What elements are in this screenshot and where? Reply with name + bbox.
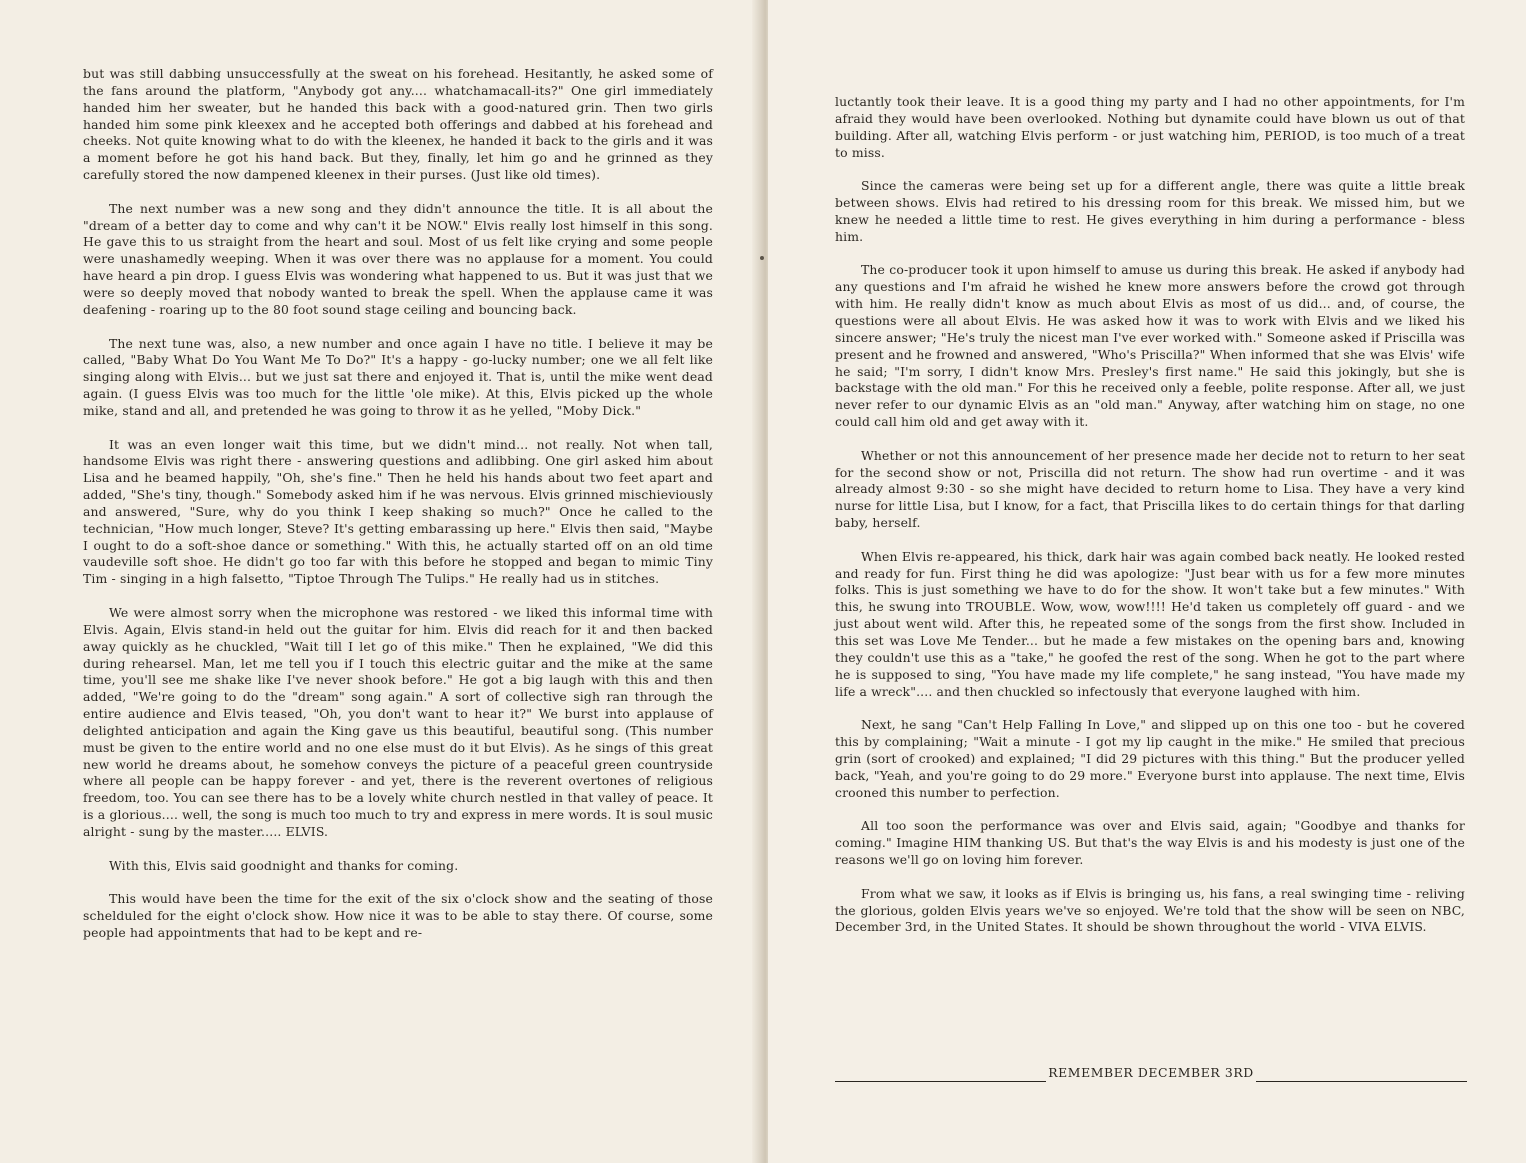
paragraph: When Elvis re-appeared, his thick, dark hair was again combed back neatly. He looked rested and ready for fun. First thing he did was apologize: "Just bear with us for a few more minutes folks. This is just something we have to do for the show. It won't take but a few minutes." With this, he swung into TROUBLE. Wow, wow, wow!!!! He'd taken us completely off guard - and we just about went wild. After this, he repeated some of the songs from the first show. Included in this set was Love Me Tender... but he made a few mistakes on the opening bars and, knowing they couldn't use this as a "take," he goofed the rest of the song. When he got to the part where he is supposed to sing, "You have made my life complete," he sang instead, "You have made my life a wreck".... and then chuckled so infectously that everyone laughed with him. (835, 548, 1465, 699)
paragraph: Since the cameras were being set up for a different angle, there was quite a little break between shows. Elvis had retired to his dressing room for this break. We missed him, but we knew he needed a little time to rest. He gives everything in him during a performance - bless him. (835, 178, 1465, 244)
paragraph: This would have been the time for the exit of the six o'clock show and the seating of those schelduled for the eight o'clock show. How nice it was to be able to stay there. Of course, some people had appointments that had to be kept and re- (83, 891, 713, 941)
paragraph: All too soon the performance was over and Elvis said, again; "Goodbye and thanks for coming." Imagine HIM thanking US. But that's the way Elvis is and his modesty is just one of the reasons we'll go on loving him forever. (835, 818, 1465, 867)
paragraph: With this, Elvis said goodnight and thanks for coming. (109, 857, 459, 873)
paragraph: The next tune was, also, a new number and once again I have no title. I believe it may be called, "Baby What Do You Want Me To Do?" It's a happy - go-lucky number; one we all felt like singing along with Elvis... but we just sat there and enjoyed it. That is, until the mike went dead again. (I guess Elvis was too much for the little 'ole mike). At this, Elvis picked up the whole mike, stand and all, and pretended he was going to throw it as he yelled, "Moby Dick." (83, 335, 713, 418)
footer-banner (835, 1060, 1467, 1082)
left-page (0, 0, 762, 1163)
footer-rule-left (835, 1063, 1046, 1082)
paragraph: but was still dabbing unsuccessfully at the sweat on his forehead. Hesitantly, he asked some of the fans around the platform, "Anybody got any.... whatchamacall-its?" One girl immediately handed him her sweater, but he handed this back with a good-natured grin. Then two girls handed him some pink kleexex and he accepted both offerings and dabbed at his forehead and cheeks. Not quite knowing what to do with the kleenex, he handed it back to the girls and it was a moment before he got his hand back. But they, finally, let him go and he grinned as they carefully stored the now dampened kleenex in their purses. (Just like old times). (83, 66, 713, 183)
paragraph: The next number was a new song and they didn't announce the title. It is all about the "dream of a better day to come and why can't it be NOW." Elvis really lost himself in this song. He gave this to us straight from the heart and soul. Most of us felt like crying and some people were unashamedly weeping. When it was over there was no applause for a moment. You could have heard a pin drop. I guess Elvis was wondering what happened to us. But it was just that we were so deeply moved that nobody wanted to break the spell. When the applause came it was deafening - roaring up to the 80 foot sound stage ceiling and bouncing back. (83, 200, 713, 317)
paragraph: The co-producer took it upon himself to amuse us during this break. He asked if anybody had any questions and I'm afraid he wished he knew more answers before the crowd got through with him. He really didn't know as much about Elvis as most of us did... and, of course, the questions were all about Elvis. He was asked how it was to work with Elvis and we liked his sincere answer; "He's truly the nicest man I've ever worked with." Someone asked if Priscilla was present and he frowned and answered, "Who's Priscilla?" When informed that she was Elvis' wife he said; "I'm sorry, I didn't know Mrs. Presley's first name." He said this jokingly, but she is backstage with the old man." For this he received only a feeble, polite response. After all, we just never refer to our dynamic Elvis as an "old man." Anyway, after watching him on stage, no one could call him old and get away with it. (835, 262, 1465, 430)
right-page-text-column (835, 94, 1465, 953)
paragraph: Whether or not this announcement of her presence made her decide not to return to her seat for the second show or not, Priscilla did not return. The show had run overtime - and it was already almost 9:30 - so she might have decided to return home to Lisa. They have a very kind nurse for little Lisa, but I know, for a fact, that Priscilla likes to do certain things for that darling baby, herself. (835, 447, 1465, 531)
staple-mark (760, 256, 764, 260)
paragraph: Next, he sang "Can't Help Falling In Love," and slipped up on this one too - but he covered this by complaining; "Wait a minute - I got my lip caught in the mike." He smiled that precious grin (sort of crooked) and explained; "I did 29 pictures with this thing." But the producer yelled back, "Yeah, and you're going to do 29 more." Everyone burst into applause. The next time, Elvis crooned this number to perfection. (835, 717, 1465, 800)
paragraph: luctantly took their leave. It is a good thing my party and I had no other appointments, for I'm afraid they would have been overlooked. Nothing but dynamite could have blown us out of that building. After all, watching Elvis perform - or just watching him, PERIOD, is too much of a treat to miss. (835, 94, 1465, 160)
footer-rule-right (1256, 1063, 1467, 1082)
paragraph: It was an even longer wait this time, but we didn't mind... not really. Not when tall, handsome Elvis was right there - answering questions and adlibbing. One girl asked him about Lisa and he beamed happily, "Oh, she's fine." Then he held his hands about two feet apart and added, "She's tiny, though." Somebody asked him if he was nervous. Elvis grinned mischieviously and answered, "Sure, why do you think I keep shaking so much?" Once he called to the technician, "How much longer, Steve? It's getting embarassing up here." Elvis then said, "Maybe I ought to do a soft-shoe dance or something." With this, he actually started off on an old time vaudeville soft shoe. He didn't go too far with this before he stopped and began to mimic Tiny Tim - singing in a high falsetto, "Tiptoe Through The Tulips." He really had us in stitches. (83, 436, 713, 587)
left-page-text-column (83, 66, 713, 959)
paragraph: We were almost sorry when the microphone was restored - we liked this informal time with Elvis. Again, Elvis stand-in held out the guitar for him. Elvis did reach for it and then backed away quickly as he chuckled, "Wait till I let go of this mike." Then he explained, "We did this during rehearsel. Man, let me tell you if I touch this electric guitar and the mike at the same time, you'll see me shake like I've never shook before." He got a big laugh with this and then added, "We're going to do the "dream" song again." A sort of collective sigh ran through the entire audience and Elvis teased, "Oh, you don't want to hear it?" We burst into applause of delighted anticipation and again the King gave us this beautiful, beautiful song. (This number must be given to the entire world and no one else must do it but Elvis). As he sings of this great new world he dreams about, he somehow conveys the picture of a peaceful green countryside where all people can be happy forever - and yet, there is the reverent overtones of religious freedom, too. You can see there has to be a lovely white church nestled in that valley of peace. It is a glorious.... well, the song is much too much to try and express in mere words. It is soul music alright - sung by the master..... ELVIS. (83, 605, 713, 839)
paragraph: From what we saw, it looks as if Elvis is bringing us, his fans, a real swinging time - reliving the glorious, golden Elvis years we've so enjoyed. We're told that the show will be seen on NBC, December 3rd, in the United States. It should be shown throughout the world - VIVA ELVIS. (835, 885, 1465, 935)
footer-text: REMEMBER DECEMBER 3RD (1048, 1065, 1254, 1080)
